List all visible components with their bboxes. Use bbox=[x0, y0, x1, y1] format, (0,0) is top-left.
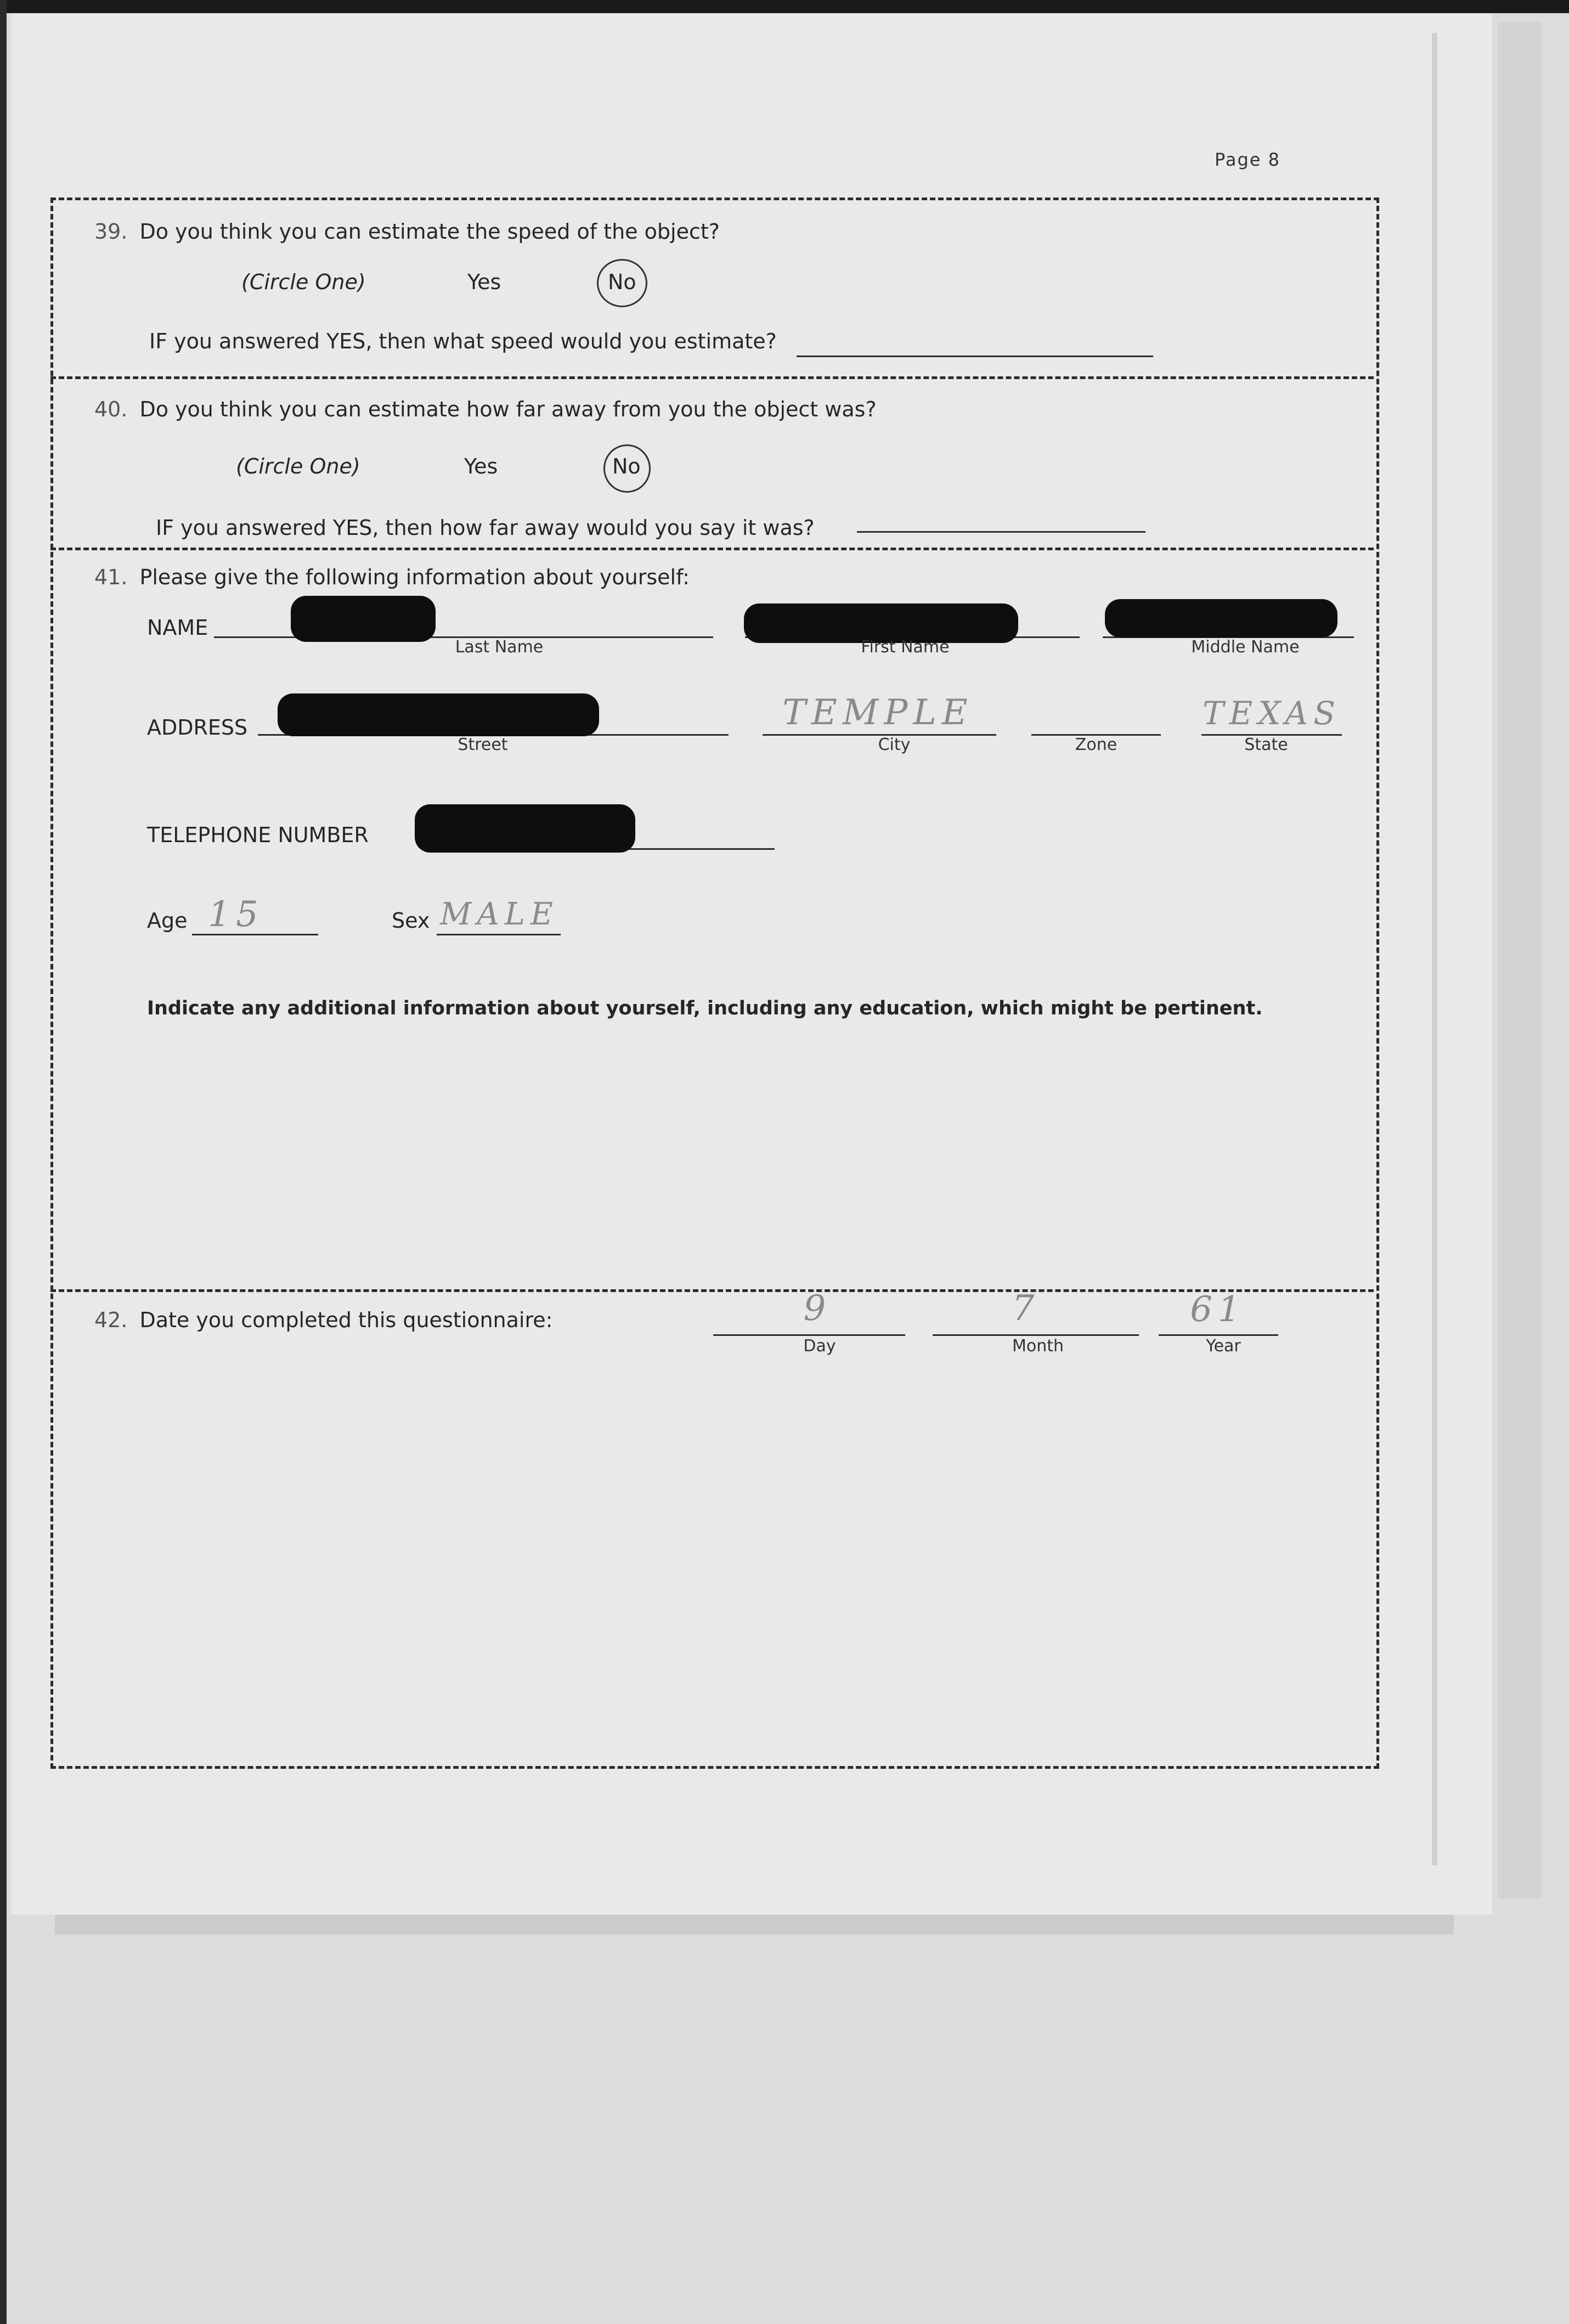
age-label: Age bbox=[147, 909, 188, 933]
city-value: TEMPLE bbox=[782, 692, 973, 733]
day-caption: Day bbox=[803, 1336, 836, 1356]
scan-border-top bbox=[0, 0, 1569, 13]
section-divider bbox=[50, 376, 1374, 379]
month-caption: Month bbox=[1012, 1336, 1064, 1356]
paper-shadow-bottom bbox=[55, 1915, 1454, 1934]
address-label: ADDRESS bbox=[147, 715, 248, 740]
day-line[interactable] bbox=[713, 1334, 905, 1336]
page-number: Page 8 bbox=[1215, 149, 1280, 170]
middle-name-caption: Middle Name bbox=[1191, 638, 1300, 657]
additional-info-prompt: Indicate any additional information about yourself, including any education, which might be pertinent. bbox=[147, 997, 1263, 1019]
distance-answer-line[interactable] bbox=[857, 531, 1145, 533]
speed-answer-line[interactable] bbox=[797, 356, 1153, 357]
redacted-last-name bbox=[291, 596, 436, 642]
year-caption: Year bbox=[1206, 1336, 1241, 1356]
question-text: Do you think you can estimate how far away from you the object was? bbox=[139, 397, 877, 421]
city-caption: City bbox=[878, 735, 911, 754]
name-label: NAME bbox=[147, 616, 208, 640]
redacted-street bbox=[278, 693, 599, 736]
sex-value: MALE bbox=[440, 896, 558, 932]
follow-up-question: IF you answered YES, then what speed would you estimate? bbox=[149, 329, 777, 353]
option-no[interactable]: No bbox=[612, 454, 641, 478]
year-value: 61 bbox=[1190, 1289, 1246, 1330]
redacted-middle-name bbox=[1105, 599, 1337, 638]
question-text: Please give the following information about yourself: bbox=[139, 565, 690, 589]
street-caption: Street bbox=[458, 735, 508, 754]
day-value: 9 bbox=[803, 1288, 832, 1329]
option-yes[interactable]: Yes bbox=[464, 454, 498, 478]
section-divider bbox=[50, 548, 1374, 550]
state-value: TEXAS bbox=[1203, 695, 1341, 732]
follow-up-question: IF you answered YES, then how far away would you say it was? bbox=[156, 516, 815, 540]
age-value: 15 bbox=[208, 894, 264, 935]
question-number: 40. bbox=[94, 397, 128, 421]
telephone-label: TELEPHONE NUMBER bbox=[147, 823, 369, 847]
question-40 bbox=[94, 397, 877, 421]
question-number: 39. bbox=[94, 219, 128, 244]
sex-line[interactable] bbox=[437, 934, 561, 935]
last-name-caption: Last Name bbox=[455, 638, 544, 657]
questionnaire-form bbox=[50, 198, 1379, 1769]
question-42 bbox=[94, 1308, 552, 1332]
option-yes[interactable]: Yes bbox=[467, 270, 501, 294]
first-name-caption: First Name bbox=[861, 638, 950, 657]
paper-edge bbox=[1432, 33, 1437, 1865]
scan-border-left bbox=[0, 0, 7, 2324]
month-line[interactable] bbox=[933, 1334, 1139, 1336]
state-caption: State bbox=[1244, 735, 1288, 754]
sex-label: Sex bbox=[392, 909, 430, 933]
circle-one-instruction: (Circle One) bbox=[236, 454, 360, 478]
year-line[interactable] bbox=[1159, 1334, 1278, 1336]
zone-caption: Zone bbox=[1075, 735, 1118, 754]
question-number: 42. bbox=[94, 1308, 128, 1332]
question-text: Do you think you can estimate the speed of the object? bbox=[139, 219, 720, 244]
redacted-telephone bbox=[415, 804, 635, 853]
circle-one-instruction: (Circle One) bbox=[241, 270, 366, 294]
option-no[interactable]: No bbox=[608, 270, 636, 294]
question-39 bbox=[94, 219, 720, 244]
month-value: 7 bbox=[1012, 1288, 1040, 1329]
question-number: 41. bbox=[94, 565, 128, 589]
question-41 bbox=[94, 565, 690, 589]
question-text: Date you completed this questionnaire: bbox=[139, 1308, 553, 1332]
paper-shadow bbox=[1498, 22, 1542, 1898]
